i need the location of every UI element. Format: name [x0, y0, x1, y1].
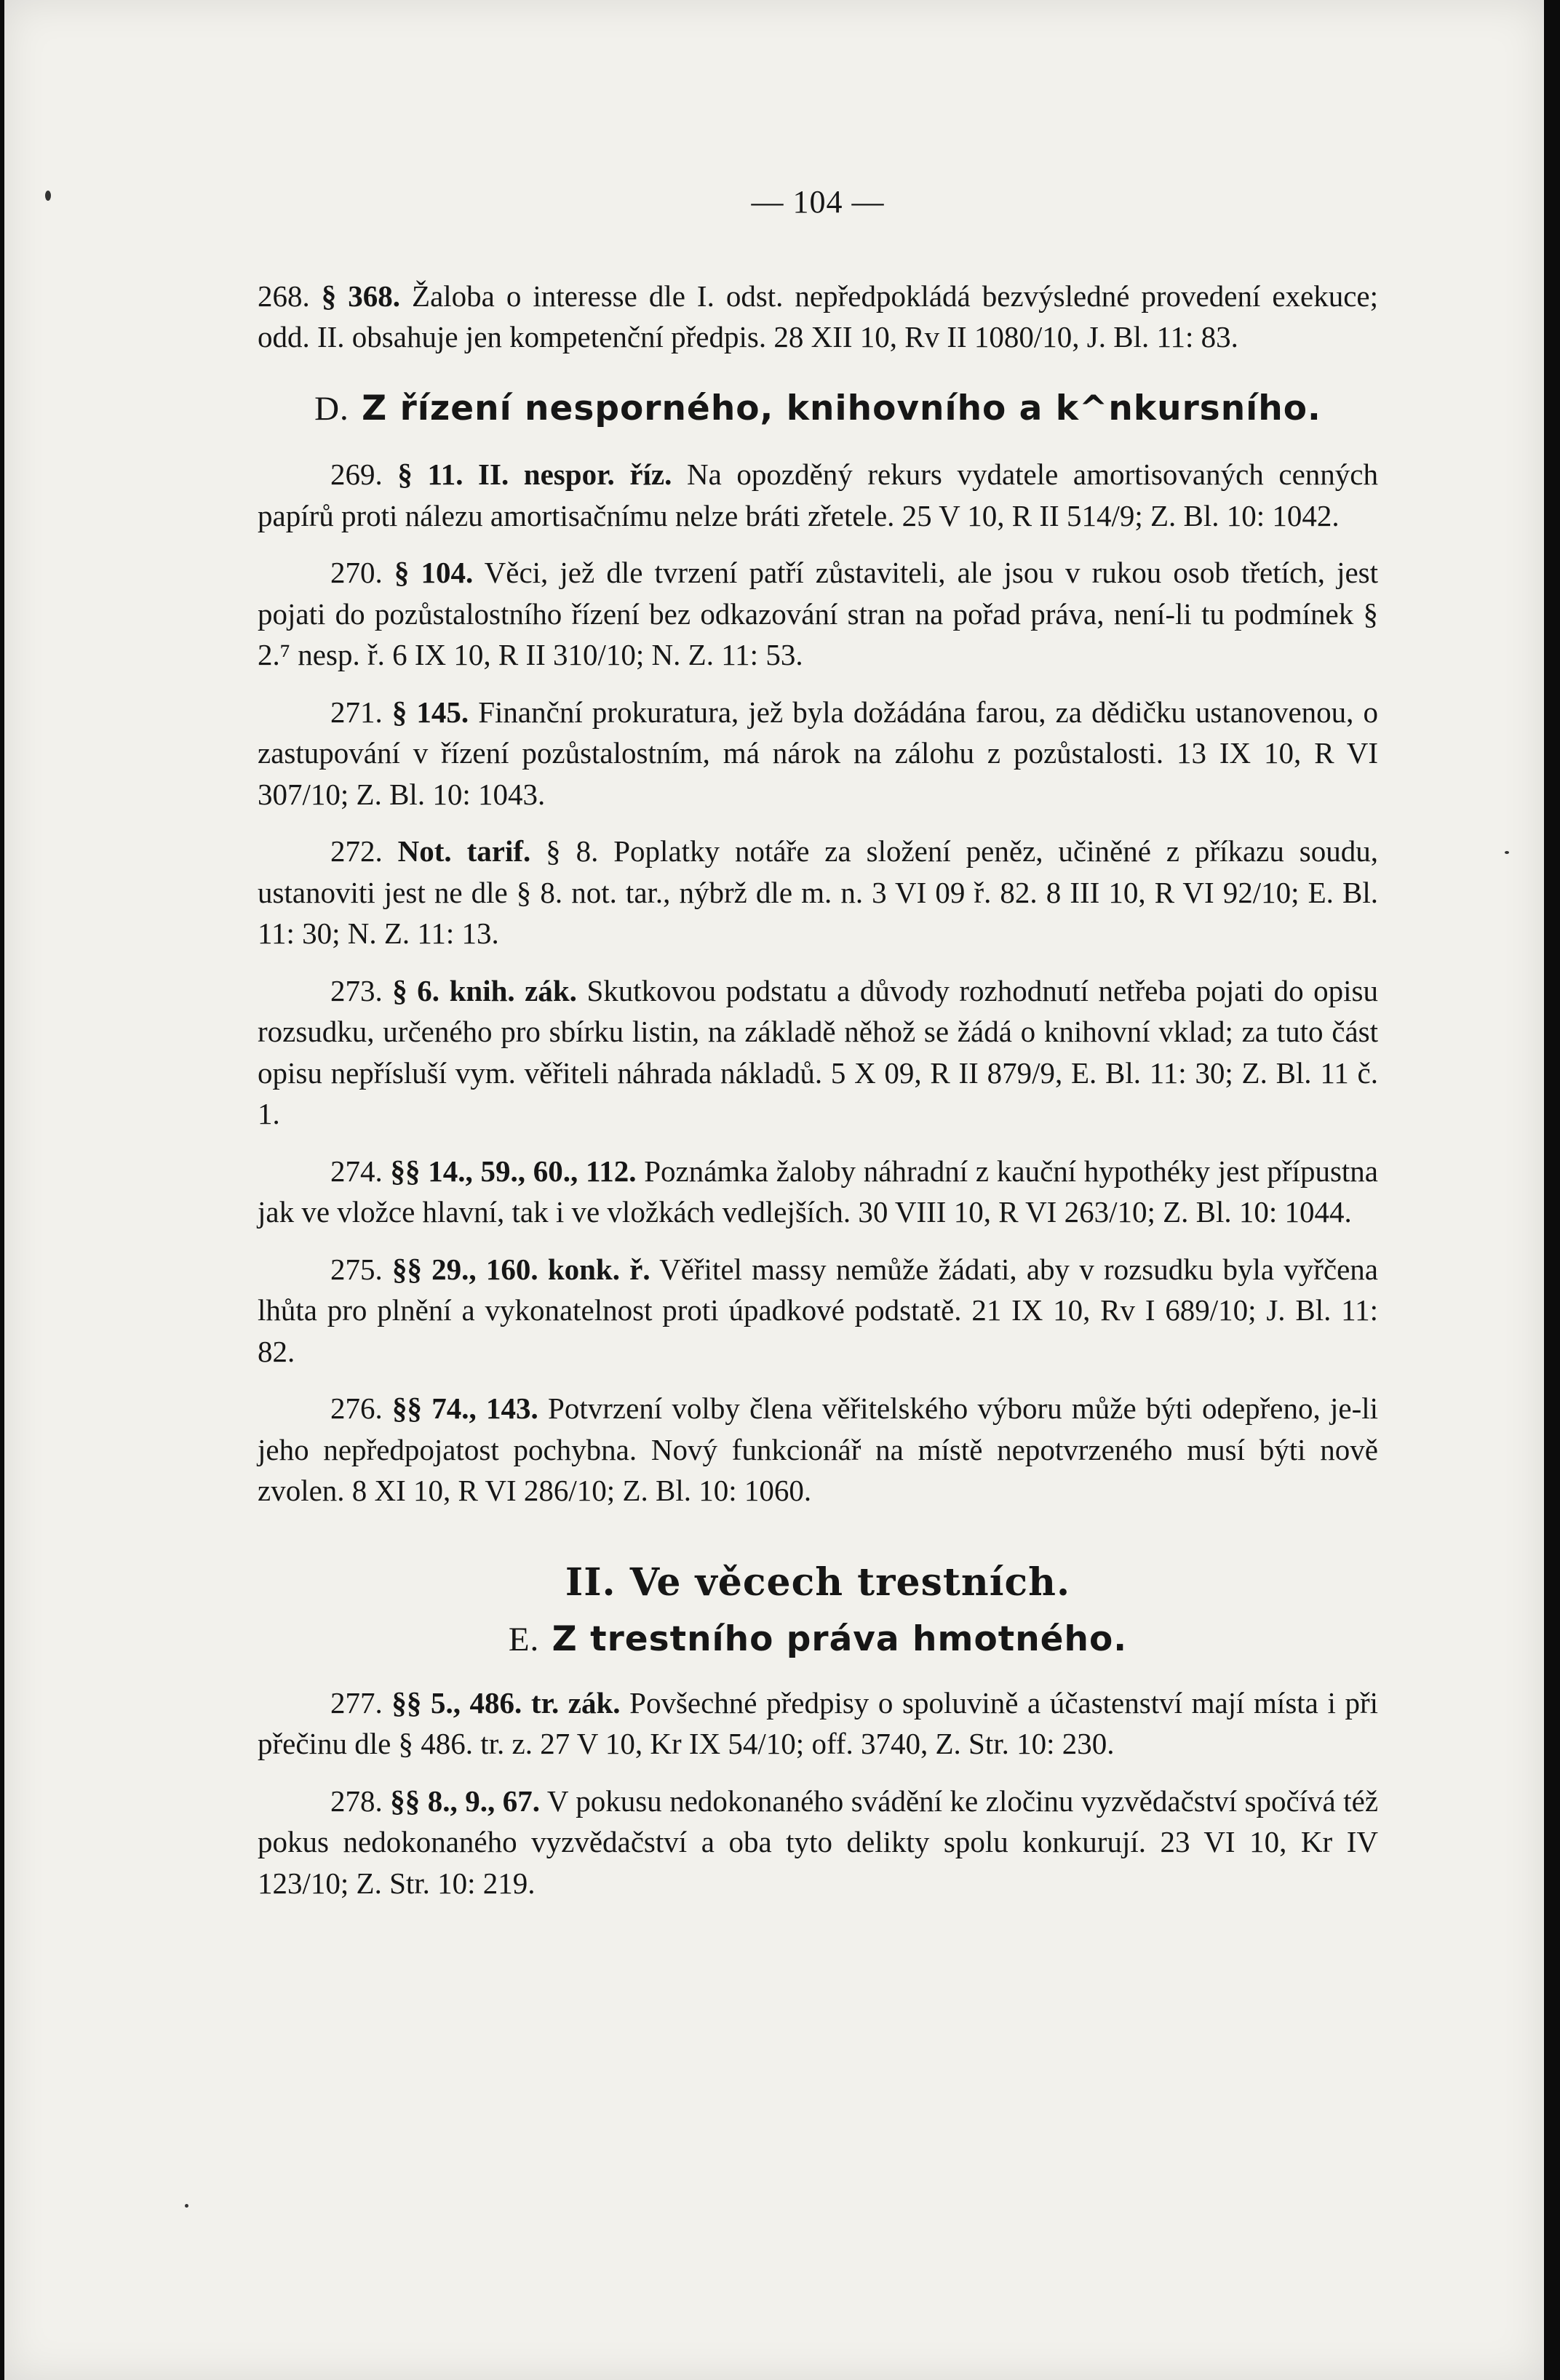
section-heading-e	[258, 1619, 1378, 1661]
entry-text: Skutkovou podstatu a důvody rozhodnutí netřeba pojati do opisu rozsudku, určeného pro sbírku listin, na základě něhož se žádá o knihovní vklad; za tuto část opisu nepřísluší vym. věřiteli náhrada nákladů. 5 X 09, R II 879/9, E. Bl. 11: 30; Z. Bl. 11 č. 1.	[258, 973, 1378, 1130]
entry-269	[258, 454, 1378, 536]
entry-276	[258, 1388, 1378, 1512]
scan-speck	[45, 191, 51, 201]
entry-text: Žaloba o interesse dle I. odst. nepředpokládá bezvýsledné provedení exekuce; odd. II. obsahuje jen kompetenční předpis. 28 XII 10, Rv II 1080/10, J. Bl. 11: 83.	[258, 279, 1379, 354]
entry-text: Věřitel massy nemůže žádati, aby v rozsudku byla vyřčena lhůta pro plnění a vykonatelnost proti úpadkové podstatě. 21 IX 10, Rv I 689/10; J. Bl. 11: 82.	[258, 1252, 1378, 1368]
entry-number: 274.	[330, 1154, 383, 1188]
entry-number: 278.	[330, 1784, 383, 1818]
entry-275	[258, 1249, 1378, 1373]
entry-reference: § 11. II. nespor. říz.	[397, 458, 672, 491]
entry-reference: §§ 29., 160. konk. ř.	[391, 1252, 650, 1286]
section-title: Z řízení nesporného, knihovního a k^nkursního.	[362, 388, 1321, 428]
entry-number: 269.	[330, 458, 383, 491]
scan-speck	[1505, 851, 1509, 854]
section-heading-d	[258, 388, 1378, 430]
entry-text: Potvrzení volby člena věřitelského výboru může býti odepřeno, je-li jeho nepředpojatost pochybna. Nový funkcionář na místě nepotvrzeného musí býti nově zvolen. 8 XI 10, R VI 286/10; Z. Bl. 10: 1060.	[258, 1391, 1379, 1507]
entry-number: 275.	[330, 1252, 383, 1286]
entry-number: 276.	[330, 1391, 383, 1425]
entry-reference: § 368.	[321, 279, 401, 313]
entry-273	[258, 970, 1378, 1135]
page-text	[258, 182, 1378, 1920]
entry-reference: § 145.	[391, 695, 469, 729]
entry-number: 271.	[330, 695, 383, 729]
entry-reference: §§ 8., 9., 67.	[390, 1784, 541, 1818]
entry-270	[258, 552, 1378, 676]
entry-274	[258, 1151, 1378, 1233]
section-title: Z trestního práva hmotného.	[552, 1619, 1128, 1659]
entry-reference: § 6. knih. zák.	[392, 973, 577, 1007]
entry-number: 277.	[330, 1685, 383, 1720]
entry-number: 270.	[330, 556, 383, 589]
entry-text: Povšechné předpisy o spoluvině a účastenství mají místa i při přečinu dle § 486. tr. z. 27 V 10, Kr IX 54/10; off. 3740, Z. Str. 10: 230.	[258, 1685, 1378, 1760]
section-letter: D.	[314, 389, 349, 428]
entry-278	[258, 1781, 1378, 1904]
entry-reference: §§ 74., 143.	[392, 1391, 538, 1425]
entry-272	[258, 831, 1378, 954]
entry-text: V pokusu nedokonaného svádění ke zločinu vyzvědačství spočívá též pokus nedokonaného vyzvědačství a oba tyto delikty spolu konkurují. 23 VI 10, Kr IV 123/10; Z. Str. 10: 219.	[258, 1784, 1379, 1900]
entry-number: 273.	[330, 973, 383, 1007]
entry-text: Poznámka žaloby náhradní z kauční hypothéky jest přípustna jak ve vložce hlavní, tak i ve vložkách vedlejších. 30 VIII 10, R VI 263/10; Z. Bl. 10: 1044.	[258, 1154, 1378, 1229]
entry-reference: Not. tarif.	[397, 834, 531, 868]
entry-reference: § 104.	[394, 556, 474, 589]
entry-271	[258, 692, 1378, 815]
section-letter: E.	[508, 1621, 540, 1658]
entry-text: § 8. Poplatky notáře za složení peněz, učiněné z příkazu soudu, ustanoviti jest ne dle § 8. not. tar., nýbrž dle m. n. 3 VI 09 ř. 82. 8 III 10, R VI 92/10; E. Bl. 11: 30; N. Z. 11: 13.	[258, 834, 1379, 950]
entry-reference: §§ 14., 59., 60., 112.	[390, 1154, 637, 1188]
entry-number: 272.	[330, 834, 383, 868]
entry-268	[258, 276, 1378, 358]
page-number: — 104 —	[751, 184, 885, 220]
entry-number: 268.	[258, 279, 310, 313]
entry-text: Finanční prokuratura, jež byla dožádána farou, za dědičku ustanovenou, o zastupování v řízení pozůstalostním, má nárok na zálohu z pozůstalosti. 13 IX 10, R VI 307/10; Z. Bl. 10: 1043.	[258, 695, 1378, 811]
entry-277	[258, 1682, 1378, 1765]
entry-text: Na opozděný rekurs vydatele amortisovaných cenných papírů proti nálezu amortisačnímu nelze bráti zřetele. 25 V 10, R II 514/9; Z. Bl. 10: 1042.	[258, 458, 1379, 532]
entry-text: Věci, jež dle tvrzení patří zůstaviteli, ale jsou v rukou osob třetích, jest pojati do pozůstalostního řízení bez odkazování stran na pořad práva, není-li tu podmínek § 2.⁷ nesp. ř. 6 IX 10, R II 310/10; N. Z. 11: 53.	[258, 556, 1379, 671]
entry-reference: §§ 5., 486. tr. zák.	[391, 1685, 621, 1720]
book-page	[4, 0, 1544, 2380]
scan-speck	[185, 2204, 188, 2208]
part-heading-ii: II. Ve věcech trestních.	[565, 1560, 1071, 1605]
